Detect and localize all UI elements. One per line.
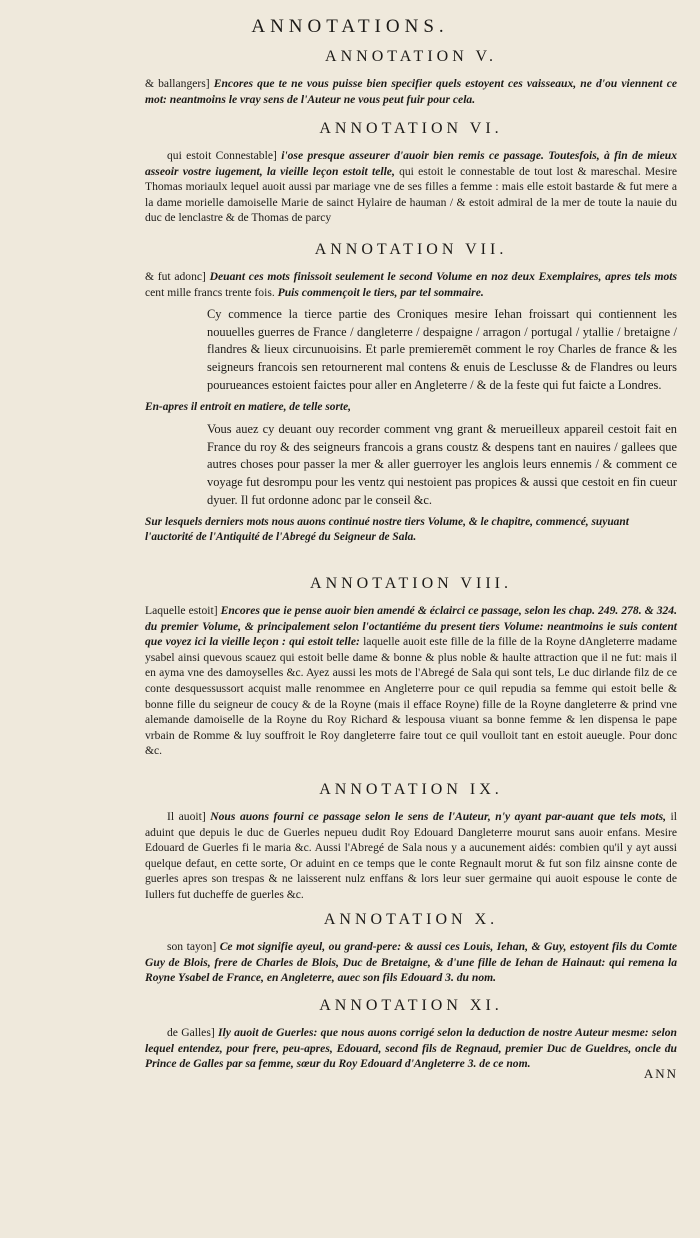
annotation-heading: ANNOTATION XI.	[319, 997, 503, 1014]
annotation-text	[145, 939, 677, 986]
annotation-heading: ANNOTATION X.	[323, 911, 499, 928]
commentary: Encores que te ne vous puisse bien specifier quels estoyent ces vaisseaux, ne d'ou viennent ce mot: neantmoins le vray sens de l'Auteur ne vous peut fuir pour cela.	[145, 77, 677, 106]
annotation-ix	[145, 781, 677, 903]
running-head: ANNOTATIONS.	[251, 16, 449, 37]
lemma: de Galles]	[167, 1026, 218, 1039]
commentary: Encores que ie pense auoir bien amendé & éclairci ce passage, selon les chap. 249. 278. & 324. du premier Volume, & principalement selon l'octantiéme du present tiers Volume: neantmoins ie suis content que voyez ici la vieille leçon : qui estoit telle:	[145, 604, 677, 649]
annotation-heading: ANNOTATION VII.	[314, 241, 508, 258]
lemma: Laquelle estoit]	[145, 604, 221, 617]
commentary: i'ose presque asseurer d'auoir bien remis ce passage. Toutesfois, à fin de mieux asseoir vostre iugement, la vieille leçon estoit telle,	[145, 149, 677, 178]
old-reading: laquelle auoit este fille de la fille de la Royne dAngleterre madame ysabel ainsi quevous scauez qui estoit belle dame & bonne & plus noble & haulte attraction que il ne fut: mais il en ayma vne des damoyselles &c. Ayez aussi les mots de l'Abregé de Sala qui sont tels, Le duc dirlande filz de ce conte desquessussort acquist malle renommee en Angleterre pour ce quil repudia sa femme qui estoit belle & bonne fille du seigneur de coucy & de la Royne (mais il efface Royne) fille de la Royne dangleterre & prind vne alemande damoiselle de la Royne du Roy Richard & lespousa viuant sa bonne femme & len dispensa le pape vrbain de Romme & luy souffroit le Roy dangleterre faire tout ce quil voulloit tant en estoit aueugle. Pour donc &c.	[145, 635, 678, 758]
annotation-viii	[145, 575, 677, 759]
lemma: & ballangers]	[145, 77, 214, 90]
lemma: Il auoit]	[167, 810, 211, 823]
lemma: son tayon]	[167, 940, 220, 953]
commentary: Ce mot signifie ayeul, ou grand-pere: & aussi ces Louis, Iehan, & Guy, estoyent fils du Comte Guy de Blois, frere de Charles de Blois, Duc de Bretaigne, & d'une fille de Iehan de Hainaut: qui remena la Royne Ysabel de France, en Angleterre, auec son fils Edouard 3. du nom.	[145, 940, 677, 985]
commentary: Ily auoit de Guerles: que nous auons corrigé selon la deduction de nostre Auteur mesme: selon lequel entendez, pour frere, peu-apres, Edouard, second fils de Regnaud, premier Duc de Gueldres, oncle du Prince de Galles par sa femme, sœur du Roy Edouard d'Angleterre 3. de ce nom.	[145, 1026, 677, 1071]
old-reading: cent mille francs trente fois.	[145, 285, 278, 299]
annotation-vi	[145, 120, 677, 226]
annotation-vii	[145, 241, 677, 551]
lemma: & fut adonc]	[145, 270, 210, 283]
annotation-xi	[145, 997, 677, 1072]
commentary: Deuant ces mots finissoit seulement le second Volume en noz deux Exemplaires, apres tels mots	[209, 270, 678, 283]
annotation-heading: ANNOTATION IX.	[319, 781, 503, 798]
annotation-heading: ANNOTATION VI.	[319, 120, 503, 137]
annotation-v	[145, 48, 677, 107]
annotation-text	[145, 809, 677, 903]
quoted-summary: Cy commence la tierce partie des Croniques mesire Iehan froissart qui contiennent les nouuelles guerres de France / dangleterre / despaigne / arragon / portugal / ytallie / bretaigne / flandres & lieux circunuoisins. Et parle premieremēt comment le roy Charles de france & les seigneurs francois sen retournerent mal contens & enuis de Lesclusse & de Flandres ou leurs pourueances estoient faictes pour aller en Angleterre / & de la feste qui fut faicte a Londres.	[207, 307, 677, 392]
annotation-heading: ANNOTATION VIII.	[310, 575, 512, 592]
catchword: ANN	[643, 1066, 678, 1081]
annotation-text	[145, 1025, 677, 1072]
annotation-text	[145, 76, 677, 107]
annotation-text	[145, 269, 677, 300]
old-reading: il aduint que depuis le duc de Guerles nepueu dudit Roy Edouard Dangleterre mourut sans auoir enfans. Mesire Edouard de Guerles fi le maria &c. Aussi l'Abregé de Sala nous y a aucunement aidés: combien qu'il y ayt aussi quelque defaut, en cette sorte, Or aduint en ce temps que le conte Regnault morut & fut son filz ainsne conte de guerles apres son trespas & ne laisserent nulz enffans & lors leur suer germaine qui auoit espouse le conte de Iullers fut ducheffe de guerles &c.	[145, 810, 677, 901]
commentary: Puis commençoit le tiers, par tel sommaire.	[277, 285, 484, 299]
annotation-x	[145, 911, 677, 986]
commentary: Nous auons fourni ce passage selon le sens de l'Auteur, n'y ayant par-auant que tels mots,	[210, 810, 666, 823]
annotation-heading: ANNOTATION V.	[325, 48, 497, 65]
annotation-text	[145, 603, 677, 759]
quoted-passage: Vous auez cy deuant ouy recorder comment vng grant & merueilleux appareil cestoit fait en France du roy & des seigneurs francois a grans coustz & despens tant en nauires / gallees que autres choses pour passer la mer & aller guerroyer les anglois leurs ennemis / & comment ce voyage fut desrompu pour les ventz qui nestoient pas propices & aussi que cestoit en fin cueur dyuer. Il fut ordonne adonc par le conseil &c.	[207, 422, 677, 507]
old-reading: qui estoit le connestable de tout lost & mareschal. Mesire Thomas moriaulx lequel auoit aussi par mariage vne de ses filles a femme : mais elle estoit bastarde & fut mere a la dame morielle damoiselle Marie de sainct Hylaire de hauman / & estoit admiral de la mer de toute la nauie du duc de lenclastre & de Thomas de parcy	[145, 164, 678, 225]
closing-note: Sur lesquels derniers mots nous auons continué nostre tiers Volume, & le chapitre, commencé, suyuant l'auctorité de l'Antiquité de l'Abregé du Seigneur de Sala.	[145, 516, 629, 544]
transition-line: En-apres il entroit en matiere, de telle sorte,	[145, 401, 351, 414]
annotation-text	[145, 148, 677, 226]
lemma: qui estoit Connestable]	[167, 149, 282, 162]
